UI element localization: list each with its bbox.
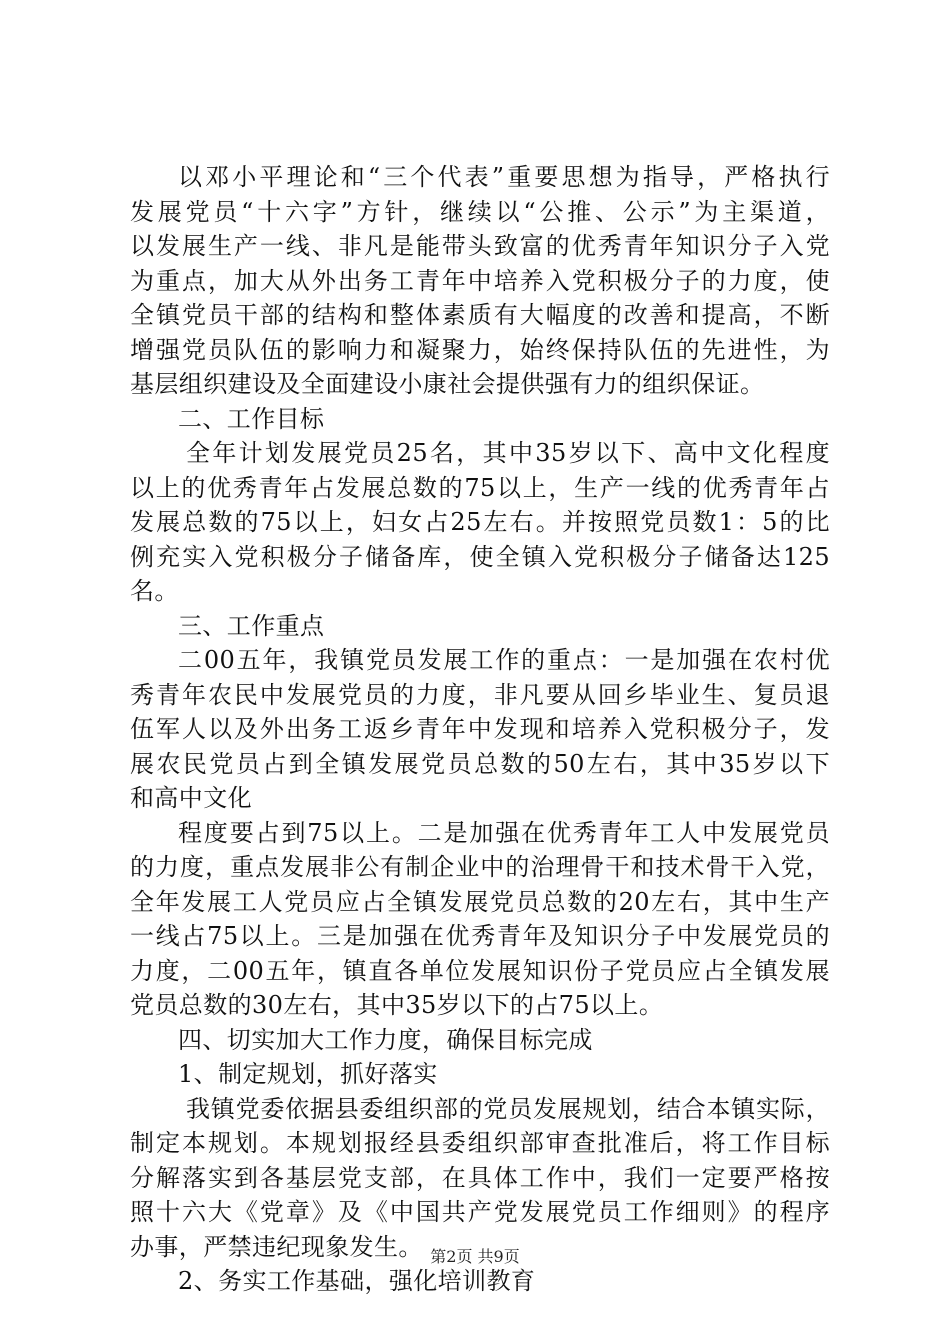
paragraph-line: 名。 <box>130 577 179 605</box>
section-heading: 三、工作重点 <box>178 611 325 640</box>
paragraph-line: 发展党员“十六字”方针，继续以“公推、公示”为主渠道， <box>130 197 830 226</box>
paragraph-line: 制定本规划。本规划报经县委组织部审查批准后，将工作目标 <box>130 1129 830 1157</box>
paragraph-line: 我镇党委依据县委组织部的党员发展规划，结合本镇实际， <box>186 1094 830 1123</box>
subsection-heading: 1、制定规划，抓好落实 <box>178 1060 438 1088</box>
paragraph-line: 力度，二00五年，镇直各单位发展知识份子党员应占全镇发展 <box>130 956 830 985</box>
paragraph-line: 以上的优秀青年占发展总数的75以上，生产一线的优秀青年占 <box>130 473 830 502</box>
paragraph-line: 党员总数的30左右，其中35岁以下的占75以上。 <box>130 991 664 1019</box>
paragraph-line: 全年计划发展党员25名，其中35岁以下、高中文化程度 <box>186 439 830 467</box>
page-number-footer: 第2页 共9页 <box>430 1247 520 1266</box>
paragraph-line: 的力度，重点发展非公有制企业中的治理骨干和技术骨干入党， <box>130 853 830 881</box>
paragraph-line: 程度要占到75以上。二是加强在优秀青年工人中发展党员 <box>178 818 830 847</box>
paragraph-line: 办事，严禁违纪现象发生。 <box>130 1232 423 1261</box>
paragraph-line: 基层组织建设及全面建设小康社会提供强有力的组织保证。 <box>130 370 765 398</box>
paragraph-line: 全镇党员干部的结构和整体素质有大幅度的改善和提高，不断 <box>130 301 830 329</box>
paragraph-line: 和高中文化 <box>130 784 252 812</box>
paragraph-line: 全年发展工人党员应占全镇发展党员总数的20左右，其中生产 <box>130 887 830 916</box>
paragraph-line: 展农民党员占到全镇发展党员总数的50左右，其中35岁以下 <box>130 749 830 778</box>
paragraph-line: 分解落实到各基层党支部，在具体工作中，我们一定要严格按 <box>130 1163 830 1192</box>
paragraph-line: 例充实入党积极分子储备库，使全镇入党积极分子储备达125 <box>130 542 830 571</box>
paragraph-line: 发展总数的75以上，妇女占25左右。并按照党员数1：5的比 <box>130 508 830 536</box>
paragraph-line: 增强党员队伍的影响力和凝聚力，始终保持队伍的先进性，为 <box>130 335 830 364</box>
paragraph-line: 伍军人以及外出务工返乡青年中发现和培养入党积极分子，发 <box>130 715 830 743</box>
paragraph-line: 为重点，加大从外出务工青年中培养入党积极分子的力度，使 <box>130 266 830 295</box>
paragraph-line: 一线占75以上。三是加强在优秀青年及知识分子中发展党员的 <box>130 922 830 950</box>
document-body <box>130 160 830 1299</box>
paragraph-line: 以发展生产一线、非凡是能带头致富的优秀青年知识分子入党 <box>130 232 830 260</box>
paragraph-line: 二00五年，我镇党员发展工作的重点：一是加强在农村优 <box>178 646 830 674</box>
paragraph-line: 以邓小平理论和“三个代表”重要思想为指导，严格执行 <box>178 163 830 191</box>
paragraph-line: 秀青年农民中发展党员的力度，非凡要从回乡毕业生、复员退 <box>130 680 830 709</box>
section-heading: 二、工作目标 <box>178 404 325 433</box>
subsection-heading: 2、务实工作基础，强化培训教育 <box>178 1267 536 1295</box>
section-heading: 四、切实加大工作力度，确保目标完成 <box>178 1025 593 1054</box>
paragraph-line: 照十六大《党章》及《中国共产党发展党员工作细则》的程序 <box>130 1198 830 1226</box>
